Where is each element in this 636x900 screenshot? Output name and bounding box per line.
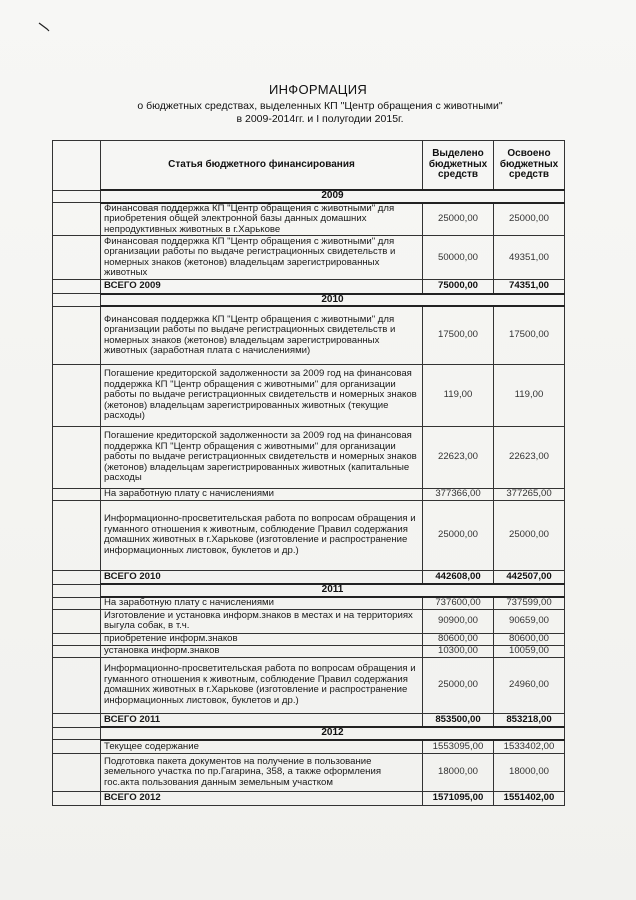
row-blank-cell <box>53 488 101 500</box>
pen-mark-icon <box>38 22 50 32</box>
row-description: Информационно-просветительская работа по вопросам обращения и гуманного отношения к животным, соблюдение Правил содержания домашних животных в г.Харькове (изготовление и распространение информационных листовок, буклетов и др.) <box>101 657 423 713</box>
year-blank-cell <box>53 584 101 597</box>
row-description: Финансовая поддержка КП "Центр обращения с животными" для организации работы по выдаче регистрационных свидетельств и номерных знаков (жетонов) владельцам зарегистрированных животных (заработная плата с начислениями) <box>101 306 423 364</box>
table-header-row <box>53 141 565 191</box>
row-blank-cell <box>53 236 101 280</box>
allocated-amount: 853500,00 <box>423 713 494 727</box>
row-blank-cell <box>53 792 101 806</box>
allocated-amount: 377366,00 <box>423 488 494 500</box>
allocated-amount: 80600,00 <box>423 633 494 645</box>
row-blank-cell <box>53 657 101 713</box>
row-description: Информационно-просветительская работа по вопросам обращения и гуманного отношения к животным, соблюдение Правил содержания домашних животных в г.Харькове (изготовление и распространение информационных листовок, буклетов и др.) <box>101 500 423 570</box>
spent-amount: 10059,00 <box>494 645 565 657</box>
row-blank-cell <box>53 500 101 570</box>
row-blank-cell <box>53 754 101 792</box>
table-row <box>53 597 565 609</box>
year-blank-cell <box>53 294 101 307</box>
table-row <box>53 754 565 792</box>
allocated-amount: 442608,00 <box>423 570 494 584</box>
row-blank-cell <box>53 203 101 236</box>
row-blank-cell <box>53 306 101 364</box>
row-description: Изготовление и установка информ.знаков в местах и на территориях выгула собак, в т.ч. <box>101 609 423 633</box>
allocated-amount: 1553095,00 <box>423 740 494 754</box>
subtitle-line-2: в 2009-2014гг. и I полугодии 2015г. <box>236 113 404 125</box>
table-row <box>53 364 565 426</box>
table-row <box>53 236 565 280</box>
allocated-amount: 18000,00 <box>423 754 494 792</box>
row-description: приобретение информ.знаков <box>101 633 423 645</box>
row-blank-cell <box>53 713 101 727</box>
allocated-amount: 75000,00 <box>423 280 494 294</box>
row-description: Финансовая поддержка КП "Центр обращения с животными" для организации работы по выдаче регистрационных свидетельств и номерных знаков (жетонов) владельцам зарегистрированных животных <box>101 236 423 280</box>
allocated-amount: 10300,00 <box>423 645 494 657</box>
year-row-2009 <box>53 190 565 203</box>
allocated-amount: 50000,00 <box>423 236 494 280</box>
year-label: 2009 <box>101 190 565 203</box>
table-row <box>53 488 565 500</box>
allocated-amount: 90900,00 <box>423 609 494 633</box>
table-row <box>53 500 565 570</box>
table-row <box>53 203 565 236</box>
row-blank-cell <box>53 597 101 609</box>
row-blank-cell <box>53 609 101 633</box>
total-row <box>53 792 565 806</box>
header-blank-cell <box>53 141 101 191</box>
total-row <box>53 570 565 584</box>
year-label: 2010 <box>101 294 565 307</box>
spent-amount: 49351,00 <box>494 236 565 280</box>
allocated-amount: 737600,00 <box>423 597 494 609</box>
total-row <box>53 280 565 294</box>
row-blank-cell <box>53 570 101 584</box>
allocated-amount: 25000,00 <box>423 500 494 570</box>
total-row <box>53 713 565 727</box>
row-blank-cell <box>53 740 101 754</box>
allocated-amount: 25000,00 <box>423 657 494 713</box>
allocated-amount: 25000,00 <box>423 203 494 236</box>
row-description: Погашение кредиторской задолженности за 2009 год на финансовая поддержка КП "Центр обращения с животными" для организации работы по выдаче регистрационных свидетельств и номерных знаков (жетонов) владельцам зарегистрированных животных (капитальные расходы <box>101 426 423 488</box>
spent-amount: 25000,00 <box>494 203 565 236</box>
document-title: ИНФОРМАЦИЯ <box>268 82 368 97</box>
spent-amount: 442507,00 <box>494 570 565 584</box>
subtitle-line-1: о бюджетных средствах, выделенных КП "Центр обращения с животными" <box>137 100 503 112</box>
header-allocated: Выделено бюджетных средств <box>423 141 494 191</box>
table-row <box>53 740 565 754</box>
total-label: ВСЕГО 2011 <box>101 713 423 727</box>
header-spent: Освоено бюджетных средств <box>494 141 565 191</box>
spent-amount: 737599,00 <box>494 597 565 609</box>
row-description: На заработную плату с начислениями <box>101 488 423 500</box>
year-row-2010 <box>53 294 565 307</box>
table-row <box>53 633 565 645</box>
spent-amount: 74351,00 <box>494 280 565 294</box>
row-description: На заработную плату с начислениями <box>101 597 423 609</box>
spent-amount: 17500,00 <box>494 306 565 364</box>
row-blank-cell <box>53 426 101 488</box>
allocated-amount: 119,00 <box>423 364 494 426</box>
budget-table <box>52 140 565 806</box>
row-blank-cell <box>53 633 101 645</box>
row-blank-cell <box>53 364 101 426</box>
spent-amount: 377265,00 <box>494 488 565 500</box>
document-subtitle <box>60 100 580 126</box>
row-description: Финансовая поддержка КП "Центр обращения с животными" для приобретения общей электронной базы данных домашних непродуктивных животных в г.Харькове <box>101 203 423 236</box>
spent-amount: 80600,00 <box>494 633 565 645</box>
row-description: установка информ.знаков <box>101 645 423 657</box>
spent-amount: 18000,00 <box>494 754 565 792</box>
table-body <box>53 190 565 806</box>
spent-amount: 24960,00 <box>494 657 565 713</box>
spent-amount: 1551402,00 <box>494 792 565 806</box>
row-description: Подготовка пакета документов на получение в пользование земельного участка по пр.Гагарина, 358, а также оформления гос.акта пользования данным земельным участком <box>101 754 423 792</box>
table-row <box>53 645 565 657</box>
total-label: ВСЕГО 2010 <box>101 570 423 584</box>
year-row-2011 <box>53 584 565 597</box>
allocated-amount: 22623,00 <box>423 426 494 488</box>
row-description: Текущее содержание <box>101 740 423 754</box>
allocated-amount: 1571095,00 <box>423 792 494 806</box>
spent-amount: 90659,00 <box>494 609 565 633</box>
row-blank-cell <box>53 280 101 294</box>
year-blank-cell <box>53 727 101 740</box>
row-description: Погашение кредиторской задолженности за 2009 год на финансовая поддержка КП "Центр обращения с животными" для организации работы по выдаче регистрационных свидетельств и номерных знаков (жетонов) владельцам зарегистрированных животных (текущие расходы) <box>101 364 423 426</box>
year-row-2012 <box>53 727 565 740</box>
table-row <box>53 609 565 633</box>
year-blank-cell <box>53 190 101 203</box>
header-article: Статья бюджетного финансирования <box>101 141 423 191</box>
spent-amount: 853218,00 <box>494 713 565 727</box>
spent-amount: 1533402,00 <box>494 740 565 754</box>
spent-amount: 22623,00 <box>494 426 565 488</box>
table-row <box>53 426 565 488</box>
spent-amount: 25000,00 <box>494 500 565 570</box>
year-label: 2012 <box>101 727 565 740</box>
total-label: ВСЕГО 2009 <box>101 280 423 294</box>
spent-amount: 119,00 <box>494 364 565 426</box>
table-row <box>53 657 565 713</box>
year-label: 2011 <box>101 584 565 597</box>
allocated-amount: 17500,00 <box>423 306 494 364</box>
total-label: ВСЕГО 2012 <box>101 792 423 806</box>
row-blank-cell <box>53 645 101 657</box>
table-row <box>53 306 565 364</box>
